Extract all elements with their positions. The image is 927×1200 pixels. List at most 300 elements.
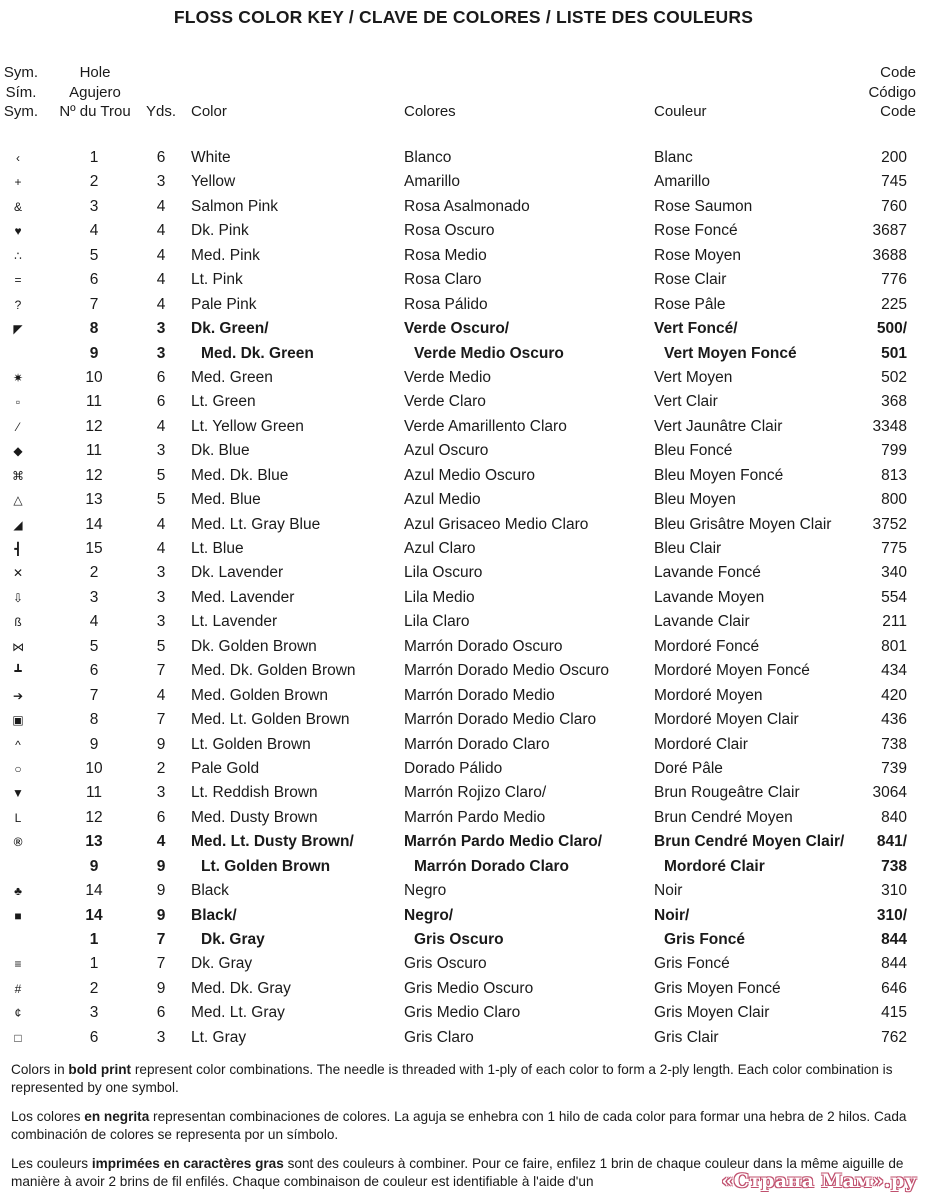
cell-color: Black [191,882,229,900]
header-color: Color [191,103,227,120]
cell-color: Lt. Lavender [191,613,278,631]
cell-hole: 14 [85,906,103,924]
symbol-icon: ┻ [14,664,22,679]
cell-hole: 2 [89,979,99,997]
cell-yds: 6 [156,1004,166,1022]
cell-hole: 12 [85,417,103,435]
cell-hole: 11 [85,784,103,802]
symbol-icon: ⁄ [16,419,19,434]
symbol-icon: ◆ [13,444,23,459]
page-title: FLOSS COLOR KEY / CLAVE DE COLORES / LISTE DES COULEURS [173,7,754,27]
cell-couleur: Mordoré Clair [664,857,765,875]
cell-couleur: Bleu Clair [654,540,722,557]
cell-yds: 5 [156,466,166,484]
cell-hole: 5 [89,246,99,264]
symbol-icon: # [14,981,22,996]
cell-hole: 6 [89,1028,99,1046]
table-row [0,586,927,610]
cell-yds: 4 [156,515,166,533]
table-row [0,1026,927,1050]
cell-yds: 4 [156,271,166,289]
cell-color: Lt. Golden Brown [201,857,331,875]
cell-couleur: Mordoré Moyen Foncé [654,662,810,680]
cell-hole: 8 [89,711,99,729]
cell-code: 200 [881,149,907,166]
cell-yds: 5 [156,637,166,655]
cell-yds: 3 [156,784,166,802]
symbol-icon: = [14,273,22,288]
cell-colores: Verde Medio [404,368,492,386]
color-key-table [0,146,927,1050]
cell-color: Salmon Pink [191,197,279,215]
cell-colores: Amarillo [404,173,460,191]
cell-code: 310/ [876,906,907,924]
header-sym: Sym. Sím. Sym. [3,64,39,120]
cell-code: 3687 [872,222,907,240]
table-row [0,928,927,952]
cell-yds: 4 [156,246,166,264]
cell-code: 745 [881,173,907,191]
cell-yds: 2 [156,759,166,777]
cell-colores: Marrón Dorado Medio Claro [404,711,597,729]
cell-couleur: Noir/ [654,906,690,924]
cell-color: Med. Lavender [191,588,295,606]
cell-yds: 4 [156,686,166,704]
cell-hole: 11 [85,393,103,411]
cell-hole: 8 [89,320,99,338]
cell-color: Lt. Gray [191,1028,247,1046]
symbol-icon: ○ [14,761,22,776]
cell-couleur: Brun Rougeâtre Clair [654,784,800,802]
table-row [0,146,927,170]
cell-code: 738 [881,857,907,875]
table-row [0,733,927,757]
symbol-icon: ∴ [14,248,22,263]
symbol-icon: ^ [15,737,21,752]
cell-yds: 9 [156,979,166,997]
symbol-icon: ß [14,615,22,630]
cell-color: Med. Lt. Dusty Brown/ [191,833,354,851]
cell-couleur: Vert Jaunâtre Clair [654,417,783,435]
cell-yds: 7 [156,711,166,729]
cell-code: 800 [881,491,907,509]
cell-couleur: Doré Pâle [654,759,723,777]
cell-code: 500/ [876,320,907,338]
table-row [0,879,927,903]
symbol-icon: ◢ [13,517,23,532]
cell-hole: 10 [85,368,103,386]
cell-hole: 12 [85,808,103,826]
symbol-icon: ■ [14,908,22,923]
cell-couleur: Lavande Clair [654,613,750,631]
cell-hole: 3 [89,197,99,215]
cell-yds: 4 [156,417,166,435]
cell-couleur: Rose Saumon [654,197,753,215]
symbol-icon: ♣ [14,884,22,899]
table-row [0,464,927,488]
note-french: Les couleurs imprimées en caractères gras sont des couleurs à combiner. Pour ce faire, enfilez 1 brin de chaque couleur dans la même aiguille de manière à avoir 2 brins de fil enfilés. Chaque combinaison de couleur est identifiable à l'aide d'un [11,1156,904,1189]
symbol-icon: ⇩ [12,590,24,605]
cell-yds: 3 [156,320,166,338]
symbol-icon: ≡ [14,957,22,972]
cell-yds: 9 [156,882,166,900]
cell-color: Med. Dk. Green [201,344,314,362]
cell-color: Lt. Golden Brown [191,735,311,753]
cell-yds: 4 [156,197,166,215]
cell-couleur: Amarillo [654,173,710,191]
cell-couleur: Mordoré Foncé [654,637,760,655]
cell-couleur: Gris Moyen Foncé [654,979,781,997]
cell-yds: 4 [156,833,166,851]
table-row [0,488,927,512]
header-yds: Yds. [146,103,177,120]
cell-yds: 3 [156,588,166,606]
cell-couleur: Gris Moyen Clair [654,1004,770,1022]
cell-yds: 9 [156,906,166,924]
cell-code: 801 [881,637,907,655]
cell-hole: 3 [89,1004,99,1022]
cell-code: 420 [881,686,907,704]
table-row [0,806,927,830]
cell-code: 501 [881,344,907,362]
cell-code: 211 [882,613,907,631]
cell-hole: 12 [85,466,103,484]
table-row [0,293,927,317]
cell-color: Med. Dk. Golden Brown [191,662,356,680]
cell-code: 739 [881,759,907,777]
cell-couleur: Noir [654,882,683,900]
table-row [0,781,927,805]
cell-color: Black/ [191,906,237,924]
cell-color: Lt. Pink [191,271,243,289]
header-couleur: Couleur [654,103,707,120]
table-row [0,390,927,414]
cell-colores: Azul Medio Oscuro [404,466,535,484]
cell-color: Dk. Gray [201,931,265,948]
cell-colores: Negro [404,882,447,900]
cell-hole: 5 [89,637,99,655]
cell-colores: Rosa Oscuro [404,222,495,240]
cell-hole: 14 [85,515,103,533]
cell-code: 225 [881,295,907,313]
cell-couleur: Vert Foncé/ [654,320,738,338]
cell-hole: 13 [85,491,103,509]
table-row [0,708,927,732]
cell-colores: Azul Claro [404,540,476,557]
symbol-icon: ▣ [12,713,24,728]
symbol-icon: ✷ [12,370,24,385]
cell-colores: Marrón Pardo Medio Claro/ [404,833,603,851]
table-row [0,170,927,194]
table-row [0,1001,927,1025]
cell-yds: 3 [156,613,166,631]
cell-color: Dk. Lavender [191,564,284,582]
cell-color: Dk. Pink [191,222,249,240]
cell-hole: 1 [89,955,99,973]
cell-couleur: Rose Clair [654,271,727,289]
cell-colores: Marrón Dorado Claro [414,857,570,875]
cell-colores: Marrón Dorado Oscuro [404,637,563,655]
cell-couleur: Vert Moyen Foncé [664,344,797,362]
cell-couleur: Gris Clair [654,1028,719,1046]
cell-yds: 6 [156,808,166,826]
symbol-icon: ® [13,835,23,850]
cell-code: 844 [881,931,907,948]
cell-colores: Azul Grisaceo Medio Claro [404,515,589,533]
cell-colores: Gris Medio Claro [404,1004,521,1022]
table-row [0,904,927,928]
cell-hole: 4 [89,613,99,631]
cell-yds: 6 [156,393,166,411]
cell-hole: 9 [89,344,99,362]
cell-yds: 6 [156,368,166,386]
cell-yds: 3 [156,564,166,582]
cell-couleur: Bleu Foncé [654,442,733,460]
cell-code: 3752 [872,515,907,533]
cell-colores: Lila Oscuro [404,564,483,582]
cell-yds: 9 [156,857,166,875]
cell-couleur: Gris Foncé [664,931,745,948]
symbol-icon: ▫ [15,395,21,410]
cell-code: 844 [881,955,907,973]
symbol-icon: ▼ [12,786,24,801]
table-row [0,855,927,879]
cell-code: 3348 [872,417,907,435]
cell-color: Med. Lt. Gray [191,1004,285,1022]
cell-yds: 3 [156,173,166,191]
symbol-icon: ‹ [16,151,20,165]
cell-color: Med. Lt. Gray Blue [191,515,321,533]
cell-color: Lt. Green [191,393,256,411]
cell-code: 775 [881,540,907,557]
table-row [0,952,927,976]
cell-colores: Marrón Rojizo Claro/ [404,784,547,802]
cell-code: 502 [881,368,907,386]
table-row [0,561,927,585]
cell-color: Yellow [191,173,236,191]
table-row [0,268,927,292]
symbol-icon: & [13,199,22,214]
cell-yds: 4 [156,540,166,557]
cell-colores: Rosa Claro [404,271,482,289]
cell-hole: 3 [89,588,99,606]
table-row [0,439,927,463]
cell-code: 310 [881,882,907,900]
cell-code: 841/ [876,833,907,851]
table-row [0,366,927,390]
table-row [0,415,927,439]
cell-code: 340 [881,564,907,582]
cell-code: 554 [881,588,907,606]
cell-colores: Lila Claro [404,613,470,631]
cell-couleur: Mordoré Moyen Clair [654,711,799,729]
table-row [0,757,927,781]
table-row [0,830,927,854]
cell-couleur: Vert Clair [654,393,718,411]
cell-colores: Rosa Medio [404,246,487,264]
cell-code: 762 [881,1028,907,1046]
cell-hole: 10 [85,759,103,777]
cell-yds: 7 [156,662,166,680]
cell-colores: Marrón Dorado Medio Oscuro [404,662,610,680]
table-row [0,659,927,683]
cell-color: Med. Green [191,368,273,386]
cell-couleur: Mordoré Moyen [654,686,763,704]
cell-color: Med. Golden Brown [191,686,328,704]
cell-couleur: Bleu Moyen Foncé [654,466,784,484]
cell-yds: 3 [156,344,166,362]
cell-colores: Gris Oscuro [414,931,504,948]
cell-code: 415 [881,1004,907,1022]
cell-hole: 2 [89,564,99,582]
cell-color: Lt. Reddish Brown [191,784,318,802]
cell-code: 3064 [872,784,907,802]
header-code: Code Código Code [868,64,916,120]
cell-colores: Azul Oscuro [404,442,489,460]
cell-hole: 9 [89,735,99,753]
cell-colores: Marrón Pardo Medio [404,808,546,826]
cell-couleur: Bleu Grisâtre Moyen Clair [654,515,832,533]
cell-hole: 9 [89,857,99,875]
cell-colores: Gris Oscuro [404,955,487,973]
cell-color: Lt. Yellow Green [191,417,304,435]
cell-color: Med. Lt. Golden Brown [191,711,350,729]
cell-code: 368 [881,393,907,411]
cell-code: 760 [881,197,907,215]
symbol-icon: ¢ [14,1006,22,1021]
cell-yds: 5 [156,491,166,509]
cell-yds: 3 [156,442,166,460]
cell-colores: Rosa Asalmonado [404,197,530,215]
cell-code: 840 [881,808,907,826]
table-row [0,977,927,1001]
cell-hole: 6 [89,271,99,289]
cell-yds: 4 [156,295,166,313]
cell-code: 434 [881,662,907,680]
cell-hole: 15 [85,540,103,557]
cell-colores: Gris Claro [404,1028,474,1046]
cell-colores: Verde Medio Oscuro [414,344,564,362]
cell-hole: 6 [89,662,99,680]
symbol-icon: ♥ [14,224,22,239]
cell-color: Dk. Green/ [191,320,269,338]
cell-yds: 7 [156,955,166,973]
cell-couleur: Lavande Foncé [654,564,761,582]
cell-couleur: Brun Cendré Moyen [654,808,793,826]
cell-couleur: Rose Foncé [654,222,738,240]
cell-colores: Verde Oscuro/ [404,320,510,338]
symbol-icon: ➔ [12,688,24,703]
table-row [0,610,927,634]
table-row [0,684,927,708]
cell-hole: 11 [85,442,103,460]
cell-code: 799 [881,442,907,460]
cell-code: 646 [881,979,907,997]
symbol-icon: ◤ [13,322,23,337]
cell-color: Pale Gold [191,759,260,777]
cell-hole: 4 [89,222,99,240]
cell-yds: 6 [156,149,166,166]
cell-color: Dk. Gray [191,955,253,973]
cell-color: Lt. Blue [191,540,244,557]
cell-colores: Marrón Dorado Claro [404,735,550,753]
cell-color: Dk. Blue [191,442,250,460]
cell-color: Dk. Golden Brown [191,637,317,655]
cell-colores: Dorado Pálido [404,759,503,777]
cell-yds: 7 [156,931,166,948]
note-spanish: Los colores en negrita representan combinaciones de colores. La aguja se enhebra con 1 hilo de cada color para formar una hebra de 2 hilos. Cada combinación de colores se representa por un símbolo. [11,1109,907,1142]
symbol-icon: ✕ [12,566,24,581]
note-english: Colors in bold print represent color combinations. The needle is threaded with 1-ply of each color to form a 2-ply length. Each color combination is represented by one symbol. [11,1062,893,1095]
cell-couleur: Rose Moyen [654,246,742,264]
table-row [0,244,927,268]
cell-code: 436 [881,711,907,729]
symbol-icon: L [14,810,22,825]
header-hole: Hole Agujero Nº du Trou [59,64,131,120]
cell-colores: Rosa Pálido [404,295,488,313]
table-row [0,317,927,341]
cell-couleur: Vert Moyen [654,368,733,386]
cell-hole: 1 [89,149,99,166]
table-row [0,513,927,537]
cell-code: 738 [881,735,907,753]
cell-color: Pale Pink [191,295,257,313]
cell-couleur: Bleu Moyen [654,491,736,509]
cell-color: Med. Dusty Brown [191,808,318,826]
symbol-icon: + [14,175,22,190]
table-row [0,219,927,243]
cell-code: 3688 [872,246,907,264]
cell-colores: Blanco [404,149,452,166]
cell-color: Med. Dk. Blue [191,466,289,484]
cell-colores: Gris Medio Oscuro [404,979,534,997]
cell-code: 813 [881,466,907,484]
table-row [0,195,927,219]
symbol-icon: □ [14,1030,22,1045]
cell-code: 776 [881,271,907,289]
cell-couleur: Mordoré Clair [654,735,748,753]
cell-hole: 1 [89,931,99,948]
cell-couleur: Rose Pâle [654,295,726,313]
cell-colores: Negro/ [404,906,454,924]
cell-color: White [191,149,231,166]
cell-hole: 7 [89,295,99,313]
cell-colores: Lila Medio [404,588,475,606]
symbol-icon: △ [13,493,23,508]
cell-couleur: Lavande Moyen [654,588,765,606]
cell-couleur: Brun Cendré Moyen Clair/ [654,833,845,851]
site-watermark: «Страна Мам».ру [721,1170,917,1192]
cell-color: Med. Dk. Gray [191,979,291,997]
table-row [0,635,927,659]
cell-color: Med. Blue [191,491,261,509]
cell-couleur: Blanc [654,149,693,166]
symbol-icon: ⋈ [12,639,24,654]
cell-colores: Verde Amarillento Claro [404,417,567,435]
symbol-icon: ? [14,297,22,312]
cell-colores: Azul Medio [404,491,481,509]
cell-color: Med. Pink [191,246,260,264]
symbol-icon: ┫ [14,542,22,556]
table-row [0,537,927,561]
cell-yds: 9 [156,735,166,753]
table-row [0,342,927,366]
cell-hole: 13 [85,833,103,851]
cell-colores: Verde Claro [404,393,486,411]
cell-yds: 4 [156,222,166,240]
cell-hole: 2 [89,173,99,191]
symbol-icon: ⌘ [12,468,24,483]
